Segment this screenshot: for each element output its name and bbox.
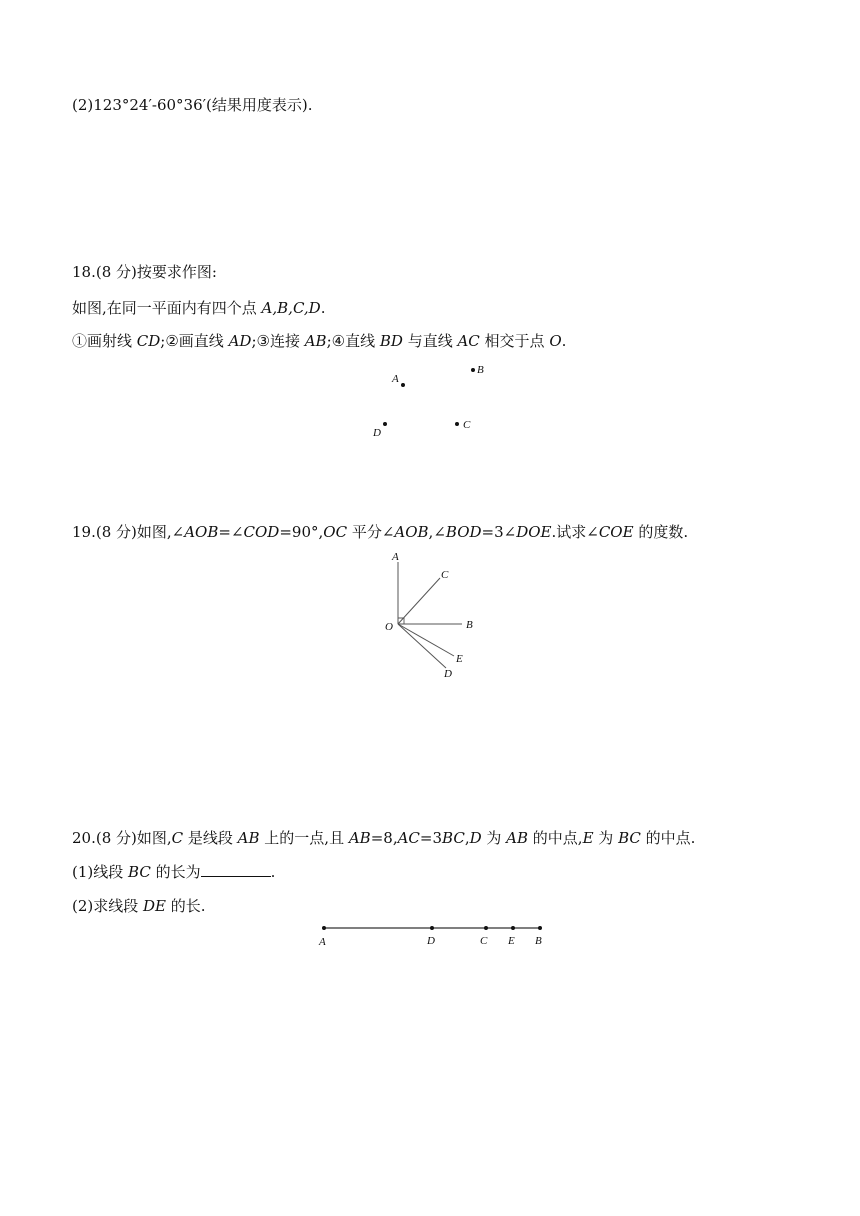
text-segment: 为 — [481, 829, 507, 847]
ray-OD — [398, 624, 446, 668]
text-segment: AB — [237, 829, 260, 847]
label-C: C — [441, 569, 449, 581]
label-D: D — [427, 935, 435, 947]
text-segment: COE — [598, 523, 634, 541]
text-segment: , — [464, 829, 470, 847]
text-segment: ①画射线 — [72, 332, 137, 350]
label-D: D — [444, 668, 452, 680]
text-segment: DOE — [516, 523, 552, 541]
text-segment: 的度数. — [633, 523, 689, 541]
text-segment: =90°, — [279, 523, 324, 541]
text-segment: BC — [442, 829, 465, 847]
q18-title: 18.(8 分)按要求作图: — [72, 263, 217, 281]
text-segment: AB — [304, 332, 327, 350]
label-E: E — [456, 653, 463, 665]
q20-part1-var: BC — [128, 863, 151, 881]
ray-OE — [398, 624, 454, 656]
text-segment: 的中点. — [640, 829, 696, 847]
text-segment: =∠ — [218, 523, 244, 541]
text-segment: AB — [506, 829, 529, 847]
q17-part2-line — [72, 95, 313, 115]
text-segment: D — [469, 829, 482, 847]
point-A-dot — [401, 383, 405, 387]
ray-OC — [398, 578, 440, 624]
text-segment: BD — [379, 332, 403, 350]
point-E — [511, 926, 515, 930]
text-segment: 平分∠ — [347, 523, 395, 541]
text-segment: 19.(8 分)如图,∠ — [72, 523, 185, 541]
point-C-label: C — [463, 419, 471, 431]
point-B — [538, 926, 542, 930]
text-segment: 20.(8 分)如图, — [72, 829, 172, 847]
text-segment: COD — [243, 523, 280, 541]
point-D-label: D — [373, 427, 381, 439]
q17-part2-expression: (2)123°24′-60°36′ — [72, 96, 207, 114]
text-segment: 为 — [593, 829, 619, 847]
point-A — [322, 926, 326, 930]
text-segment: AOB — [184, 523, 219, 541]
text-segment: 上的一点,且 — [259, 829, 349, 847]
q18-intro-text: 如图,在同一平面内有四个点 — [72, 299, 262, 317]
text-segment: AC — [457, 332, 480, 350]
label-O: O — [385, 621, 393, 633]
text-segment: ;③连接 — [251, 332, 305, 350]
q20-figure — [310, 920, 560, 952]
q20-text — [72, 828, 695, 848]
text-segment: O — [549, 332, 562, 350]
point-C — [484, 926, 488, 930]
text-segment: AC — [397, 829, 420, 847]
text-segment: 与直线 — [402, 332, 458, 350]
text-segment: 的中点, — [528, 829, 583, 847]
text-segment: . — [561, 332, 567, 350]
text-segment: C — [171, 829, 184, 847]
text-segment: BC — [618, 829, 641, 847]
text-segment: AD — [228, 332, 252, 350]
q20-part2-pre: (2)求线段 — [72, 897, 144, 915]
text-segment: 相交于点 — [479, 332, 550, 350]
q18-intro-end: . — [320, 299, 326, 317]
q18-figure — [360, 358, 500, 448]
q18-intro-points: A,B,C,D — [261, 299, 321, 317]
q20-part2 — [72, 896, 206, 916]
point-B-dot — [471, 368, 475, 372]
text-segment: ;②画直线 — [160, 332, 229, 350]
text-segment: AB — [348, 829, 371, 847]
text-segment: 是线段 — [183, 829, 238, 847]
text-segment: E — [582, 829, 594, 847]
point-A-label: A — [392, 373, 399, 385]
text-segment: BOD — [445, 523, 482, 541]
text-segment: =8, — [370, 829, 398, 847]
answer-blank — [201, 862, 271, 877]
label-E: E — [508, 935, 515, 947]
label-B: B — [466, 619, 473, 631]
text-segment: CD — [136, 332, 161, 350]
q20-part2-end: 的长. — [166, 897, 206, 915]
q20-part2-var: DE — [143, 897, 167, 915]
q18-task — [72, 331, 566, 351]
label-C: C — [480, 935, 488, 947]
point-B-label: B — [477, 364, 484, 376]
text-segment: AOB — [394, 523, 429, 541]
point-D — [430, 926, 434, 930]
label-A: A — [319, 936, 326, 948]
q20-part1-mid: 的长为 — [150, 863, 201, 881]
point-D-dot — [383, 422, 387, 426]
text-segment: .试求∠ — [551, 523, 599, 541]
text-segment: =3∠ — [481, 523, 517, 541]
q18-intro — [72, 298, 325, 318]
text-segment: =3 — [419, 829, 443, 847]
q20-part1 — [72, 862, 275, 882]
label-B: B — [535, 935, 542, 947]
point-C-dot — [455, 422, 459, 426]
label-A: A — [392, 551, 399, 563]
q19-text — [72, 522, 688, 542]
q19-figure — [380, 548, 490, 683]
text-segment: ;④直线 — [326, 332, 380, 350]
q17-part2-suffix: (结果用度表示). — [206, 96, 313, 114]
q20-part1-pre: (1)线段 — [72, 863, 129, 881]
q20-part1-end: . — [270, 863, 276, 881]
text-segment: ,∠ — [428, 523, 446, 541]
text-segment: OC — [323, 523, 348, 541]
